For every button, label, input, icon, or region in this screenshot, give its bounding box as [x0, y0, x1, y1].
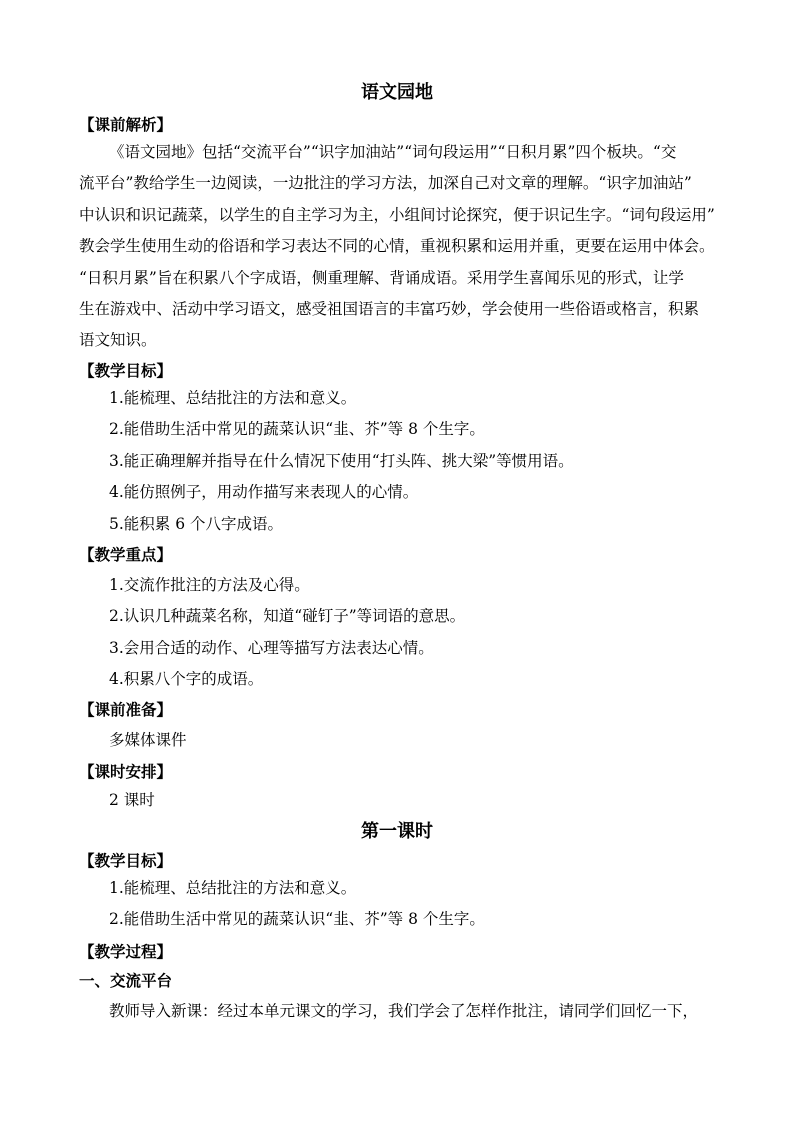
goal-item: 2.能借助生活中常见的蔬菜认识“韭、芥”等 8 个生字。	[109, 420, 485, 438]
paragraph-line: 中认识和识记蔬菜，以学生的自主学习为主，小组间讨论探究，便于识记生字。“词句段运用”	[79, 206, 715, 224]
goal-item: 4.能仿照例子，用动作描写来表现人的心情。	[109, 483, 419, 501]
part-heading: 一、交流平台	[79, 971, 173, 990]
goal-item: 3.能正确理解并指导在什么情况下使用“打头阵、挑大梁”等惯用语。	[109, 452, 574, 470]
lesson-goal-item: 2.能借助生活中常见的蔬菜认识“韭、芥”等 8 个生字。	[109, 910, 485, 928]
focus-item: 2.认识几种蔬菜名称，知道“碰钉子”等词语的意思。	[109, 607, 466, 625]
paragraph-line: “日积月累”旨在积累八个字成语，侧重理解、背诵成语。采用学生喜闻乐见的形式，让学	[79, 269, 684, 287]
heading-teaching-process: 【教学过程】	[79, 942, 173, 961]
paragraph-line: 《语文园地》包括“交流平台”“识字加油站”“词句段运用”“日积月累”四个板块。“交	[109, 143, 677, 161]
focus-item: 4.积累八个字的成语。	[109, 670, 264, 688]
paragraph-line: 语文知识。	[79, 331, 157, 349]
heading-teaching-focus: 【教学重点】	[79, 545, 173, 564]
focus-item: 1.交流作批注的方法及心得。	[109, 576, 310, 594]
focus-item: 3.会用合适的动作、心理等描写方法表达心情。	[109, 639, 434, 657]
goal-item: 1.能梳理、总结批注的方法和意义。	[109, 389, 357, 407]
heading-schedule: 【课时安排】	[79, 762, 173, 781]
heading-preparation: 【课前准备】	[79, 700, 173, 719]
document-title: 语文园地	[361, 82, 433, 103]
heading-teaching-goals: 【教学目标】	[79, 361, 173, 380]
paragraph-line: 生在游戏中、活动中学习语文，感受祖国语言的丰富巧妙，学会使用一些俗语或格言，积累	[79, 300, 700, 318]
heading-lesson-goals: 【教学目标】	[79, 851, 173, 870]
lesson-goal-item: 1.能梳理、总结批注的方法和意义。	[109, 879, 357, 897]
schedule-text: 2 课时	[109, 791, 155, 809]
paragraph-line: 教会学生使用生动的俗语和学习表达不同的心情，重视积累和运用并重，更要在运用中体会。	[79, 237, 715, 255]
preparation-text: 多媒体课件	[109, 731, 187, 749]
heading-pre-analysis: 【课前解析】	[79, 115, 173, 134]
goal-item: 5.能积累 6 个八字成语。	[109, 515, 284, 533]
paragraph-line: 教师导入新课：经过本单元课文的学习，我们学会了怎样作批注，请同学们回忆一下，	[109, 1002, 699, 1020]
lesson-title: 第一课时	[361, 821, 433, 842]
paragraph-line: 流平台”教给学生一边阅读，一边批注的学习方法，加深自己对文章的理解。“识字加油站”	[79, 174, 692, 192]
